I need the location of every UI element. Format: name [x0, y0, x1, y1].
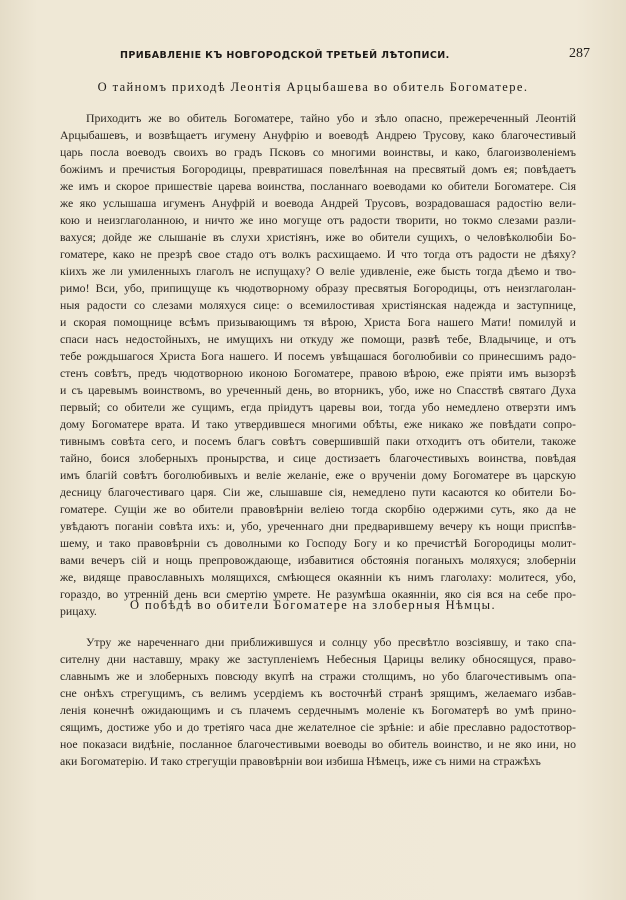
text-line: имъ благій совѣтъ боголюбивыхъ и веліе желаніе, еже о врученіи дому Богоматере въ царскую — [60, 468, 576, 482]
text-line: стенъ совѣтъ, предъ чюдотворною иконою Богоматере, правою вѣрою, еже пріяти имъ вызорзѣ — [60, 366, 576, 380]
text-line: Приходитъ же во обитель Богоматере, тайно убо и зѣло опасно, прежереченный Леонтій — [86, 111, 576, 125]
paragraph-1 — [60, 110, 576, 620]
text-line: Утру же нареченнаго дни приближившуся и солнцу убо пресвѣтло возсіявшу, и тако спа- — [86, 635, 576, 649]
text-line: гоматере, како не презрѣ свое стадо отъ волкъ расхищаемо. И что тогда отъ радости не дѣяху? — [60, 247, 576, 261]
text-line: ныя радости со слезами моляхуся сице: о всемилостивая христіянская надежда и заступнице, — [60, 298, 576, 312]
text-line: аки Богоматерію. И тако стрегущіи правовѣрніи вои избиша Нѣмецъ, иже съ ними на стражѣхъ — [60, 754, 541, 768]
text-line: же имъ и скорое пришествіе царева воинства, посланнаго воеводами ко обители Богоматере. Сія — [60, 179, 576, 193]
text-line: кіихъ же ли умиленныхъ глаголъ не испущаху? О веліе удивленіе, еже бысть тогда дѣемо и тво- — [60, 264, 576, 278]
text-line: гораздо, во утренній день вси смертію умрете. Не разумѣша окаянніи, яко сія вся на себе про- — [60, 587, 576, 601]
text-line: сителну дни наставшу, мраку же заступленіемъ Небесныя Царицы велику обносящуся, право- — [60, 652, 576, 666]
page-number: 287 — [569, 46, 590, 61]
text-line: сящимъ, достиже убо и до третіяго часа дне желателное сіе зрѣніе: и абіе преславно радостотвор- — [60, 720, 576, 734]
text-line: римо! Вси, убо, припищуще къ чюдотворному образу пресвятыя Богородицы, отъ неизглаголан- — [60, 281, 576, 295]
section-heading-1: О тайномъ приходѣ Леонтія Арцыбашева во обитель Богоматере. — [97, 80, 529, 94]
text-line: первый; со обители же сущимъ, егда пріидутъ царевы вои, тогда убо немедлено отверзти имъ — [60, 400, 576, 414]
text-line: тайно, боися злоберныхъ пронырства, и сице достизаетъ благочестивыхъ воинства, повѣдая — [60, 451, 576, 465]
page-header — [60, 46, 590, 70]
text-line: же, видяще православныхъ молящихся, смѣющеся окаяннiи къ нимъ глаголаху: молитеся, убо, — [60, 570, 576, 584]
text-line: и съ царевымъ воинствомъ, во уреченный день, во вторникъ, убо, иже но Спасствѣ святаго Духа — [60, 383, 576, 397]
text-line: шему, и тако правовѣрніи съ доволными ко Господу Богу и ко пречистѣй Богородицы молит- — [60, 536, 576, 550]
text-line: рицаху. — [60, 604, 97, 618]
text-line: десницу благочестиваго царя. Сіи же, слышавше сія, немедлено пути касаются ко обители Бо- — [60, 485, 576, 499]
text-line: тивнымъ совѣта сего, и посемъ благъ совѣтъ совершившій паки отходитъ отъ обители, такоже — [60, 434, 576, 448]
text-line: вахуся; дойде же слышаніе въ слухи христіянъ, иже во обители сущихъ, о человѣколюбіи Бо- — [60, 230, 576, 244]
text-line: же яко услышаша игуменъ Ануфрій и воевода Андрей Трусовъ, возрадовашася радостію вели- — [60, 196, 576, 210]
text-line: ное показаси видѣніе, посланное благочестивыми воеводы во обитель воинство, и не яко ини, но — [60, 737, 576, 751]
text-line: увѣдаютъ поганіи совѣта ихъ: и, убо, уреченнаго дни предварившему вечеру къ нощи приспѣв- — [60, 519, 576, 533]
running-head: ПРИБАВЛЕНІЕ КЪ НОВГОРОДСКОЙ ТРЕТЬЕЙ ЛѢТОПИСИ. — [120, 50, 450, 61]
text-line: дому Богоматере врата. И тако утвердившеся многими обѣты, еже никако же повѣдати сопро- — [60, 417, 576, 431]
text-line: славнымъ же и злоберныхъ повсюду вкупѣ на стражи столщимъ, но убо благочестивымъ опа- — [60, 669, 576, 683]
text-line: сне онѣхъ стрегущимъ, съ велимъ усердіемъ къ восточнѣй странѣ зрящимъ, желаемаго избав- — [60, 686, 576, 700]
text-line: и скорая помощнице всѣмъ призывающимъ тя вѣрою, Христа Бога нашего Мати! помилуй и — [60, 315, 576, 329]
text-line: кою и неизглаголанною, и ничто же ино могуще отъ радости творити, но токмо слезами разли- — [60, 213, 576, 227]
paragraph-2 — [60, 634, 576, 770]
text-line: гоматере. Сущіи же во обители правовѣрніи веліею тогда скорбію одержими суть, яко да не — [60, 502, 576, 516]
text-line: Арцыбашевъ, и возвѣщаетъ игумену Ануфрію и воеводѣ Андрею Трусову, како благочестивый — [60, 128, 576, 142]
text-line: ленія конечнѣ ожидающимъ и съ плачемъ сердечнымъ моленіе къ Богоматерѣ во умѣ прино- — [60, 703, 576, 717]
text-line: спаси насъ недостойныхъ, не имущихъ ни откуду же помощи, развѣ тебе, Владычице, и отъ — [60, 332, 576, 346]
section-heading-2: О побѣдѣ во обители Богоматере на злоберныя Нѣмцы. — [130, 598, 496, 612]
text-line: тебе рождьшагося Христа Бога нашего. И посемъ увѣщашася боголюбивіи со принесшимъ радо- — [60, 349, 576, 363]
text-line: царь посла воеводъ своихъ во градъ Псковъ со многими воинствы, и како, благоизволеніемъ — [60, 145, 576, 159]
text-line: божіимъ и пречистыя Богородицы, превратишася повелѣнная на пресвятый домъ ея; повѣдаетъ — [60, 162, 576, 176]
text-line: вами вечеръ сій и нощь препровождающе, избавитися обстоянія поганыхъ моляхуся; злоберніи — [60, 553, 576, 567]
